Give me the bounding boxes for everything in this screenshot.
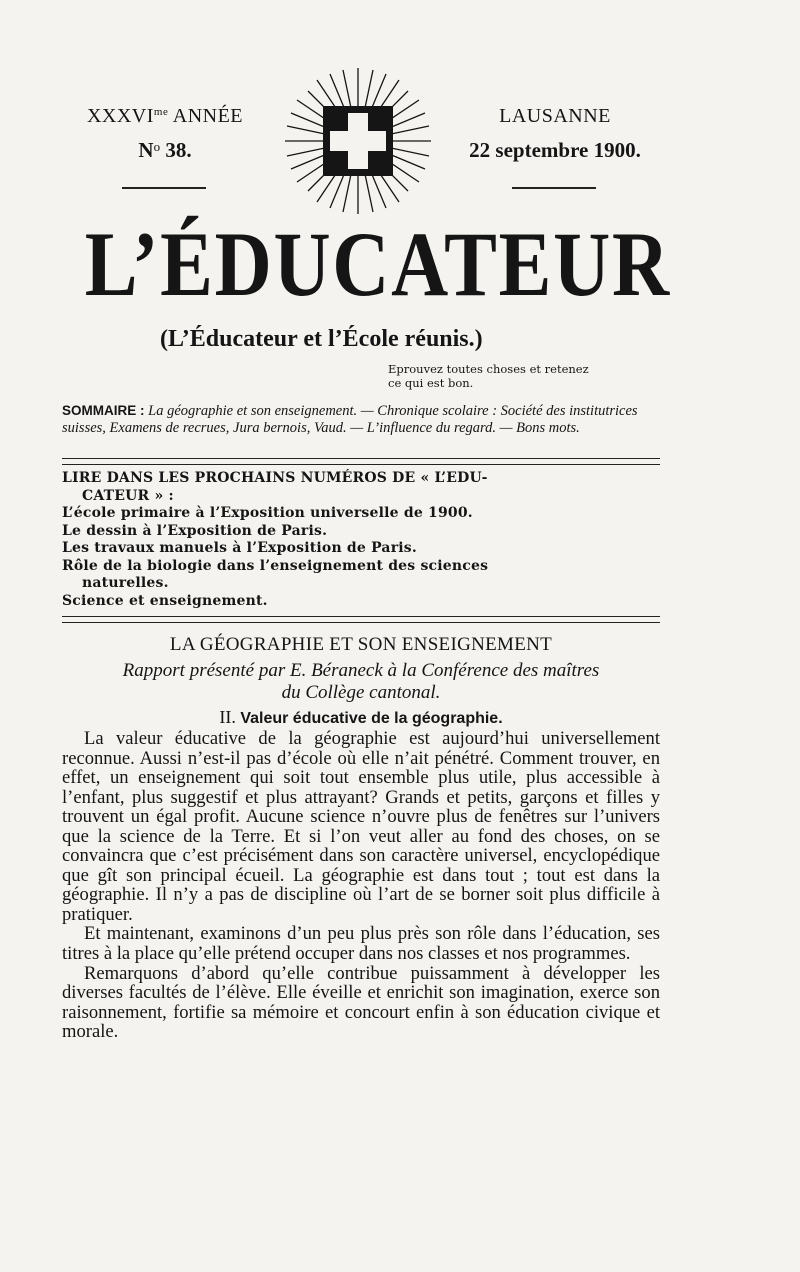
sommaire [62, 402, 682, 437]
issue-prefix: N [138, 138, 154, 162]
motto-line-1: Eprouvez toutes choses et retenez [388, 362, 589, 376]
sommaire-text: La géographie et son enseignement. — Chronique scolaire : Société des institutrices suisses, Examens de recrues, Jura bernois, Vaud. — L’influence du regard. — Bons mots. [62, 403, 638, 436]
section-number: II. [219, 707, 236, 727]
masthead-rule-right [512, 187, 596, 189]
year-roman: XXXVI [86, 105, 154, 127]
sommaire-label: SOMMAIRE : [62, 403, 145, 418]
article-body [62, 729, 660, 1042]
rule-bottom-lire [62, 616, 660, 623]
journal-subtitle: (L’Éducateur et l’École réunis.) [160, 326, 483, 352]
section-title: Valeur éducative de la géographie. [240, 710, 503, 727]
issue-sup: o [153, 139, 161, 154]
upcoming-issues [62, 470, 662, 610]
paragraph: La valeur éducative de la géographie est aujourd’hui universellement reconnue. Aussi n’est-il pas d’école où elle n’ait pénétré. Comment trouver, en effet, un enseignement qui soit tout ensemble plus utile, plus accessible à l’enfant, plus suggestif et plus attrayant? Grands et petits, garçons et filles y trouvent un égal profit. Aucune science n’ouvre plus de fenêtres sur l’univers que la science de la Terre. Et si l’on veut aller au fond des choses, on se convaincra que c’est précisément dans son caractère universel, encyclopédique que gît son principal écueil. La géographie est dans tout ; tout est dans la géographie. Il n’y a pas de discipline où l’art de se borner soit plus difficile à pratiquer. [62, 728, 660, 925]
motto-line-2: ce qui est bon. [388, 376, 474, 390]
issue-date: 22 septembre 1900. [469, 138, 641, 162]
upcoming-heading-2: CATEUR » : [82, 487, 174, 504]
upcoming-heading-1: LIRE DANS LES PROCHAINS NUMÉROS DE « L’EDU- [62, 470, 488, 486]
upcoming-item: naturelles. [82, 575, 169, 591]
upcoming-item: Science et enseignement. [62, 592, 268, 609]
upcoming-item: Les travaux manuels à l’Exposition de Paris. [62, 540, 417, 556]
masthead-left [60, 105, 270, 163]
upcoming-item: Rôle de la biologie dans l’enseignement des sciences [62, 557, 489, 574]
year-sup: me [153, 106, 169, 118]
byline-line-2: du Collège cantonal. [281, 682, 441, 703]
issue-line [60, 138, 270, 163]
paragraph: Remarquons d’abord qu’elle contribue puissamment à développer les diverses facultés de l’élève. Elle éveille et enrichit son imagination, exerce son raisonnement, fortifie sa mémoire et concourt enfin à son éducation civique et morale. [62, 962, 660, 1043]
year-label: ANNÉE [168, 105, 244, 127]
upcoming-item: Le dessin à l’Exposition de Paris. [62, 522, 328, 539]
section-heading [62, 707, 660, 728]
byline-line-1: Rapport présenté par E. Béraneck à la Conférence des maîtres [122, 660, 600, 681]
issue-number: 38. [160, 138, 192, 162]
swiss-cross-emblem-icon [283, 66, 433, 216]
city: LAUSANNE [499, 105, 611, 127]
article-title: LA GÉOGRAPHIE ET SON ENSEIGNEMENT [169, 634, 553, 655]
paragraph: Et maintenant, examinons d’un peu plus près son rôle dans l’éducation, ses titres à la place qu’elle prétend occuper dans nos classes et nos programmes. [62, 923, 660, 965]
rule-top-lire [62, 458, 660, 465]
journal-title: L’ÉDUCATEUR [84, 213, 671, 315]
article-byline [62, 660, 660, 704]
masthead-rule-left [122, 187, 206, 189]
year-line [60, 105, 270, 128]
motto [388, 362, 648, 390]
masthead-right [440, 105, 670, 163]
upcoming-item: L’école primaire à l’Exposition universelle de 1900. [62, 505, 473, 521]
